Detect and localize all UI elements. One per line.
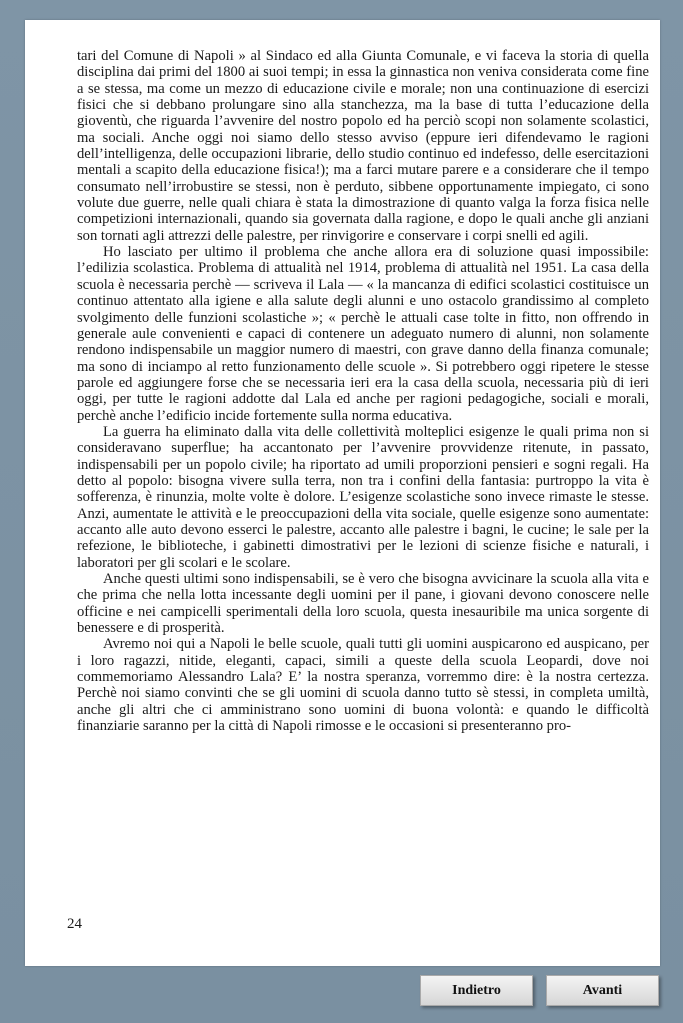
paragraph-2: Ho lasciato per ultimo il problema che anche allora era di soluzione quasi impossibile: l’edilizia scolastica. Problema di attualità nel 1914, problema di attualità nel 1951. La casa della scuola è necessaria perchè — scriveva il Lala — « la mancanza di edifici scolastici costituisce un continuo attentato alla igiene e alla salute degli alunni e uno ostacolo grandissimo al completo svolgimento delle funzioni scolastiche »; « perchè le attuali case tolte in fitto, non offrendo in generale aule convenienti e capaci di contenere un adeguato numero di alunni, non solamente rendono indispensabile un maggior numero di maestri, con grave danno della finanza comunale; ma sono di inciampo al retto funzionamento delle scuole ». Si potrebbero oggi ripetere le stesse parole ed aggiungere forse che se necessaria ieri era la casa della scuola, necessaria più di ieri oggi, per tutte le ragioni addotte dal Lala ed anche per ragioni pedagogiche, sociali e morali, perchè anche l’edificio incide fortemente sulla norma educativa. — [77, 244, 649, 424]
page-navigation — [420, 975, 658, 1007]
document-page — [25, 20, 660, 966]
page-number: 24 — [67, 916, 82, 932]
back-button[interactable]: Indietro — [420, 975, 533, 1006]
paragraph-4: Anche questi ultimi sono indispensabili, se è vero che bisogna avvicinare la scuola alla vita e che prima che nella lotta incessante degli uomini per il pane, i giovani devono conoscere nelle officine e nei campicelli sperimentali della loro scuola, questa inesauribile ma unica sorgente di benessere e di prosperità. — [77, 571, 649, 637]
page-text — [77, 48, 649, 734]
paragraph-3: La guerra ha eliminato dalla vita delle collettività molteplici esigenze le quali prima non si consideravano superflue; ha accantonato per l’avvenire provvidenze ritenute, in passato, indispensabili per un popolo civile; ha riportato ad umili proporzioni pensieri e sogni regali. Ha detto al popolo: bisogna vivere sulla terra, non tra i confini della fantasia: purtroppo la vita è sofferenza, è rinunzia, molte volte è dolore. L’esigenze scolastiche sono invece rimaste le stesse. Anzi, aumentate le attività e le preoccupazioni della vita sociale, quelle esigenze sono aumentate: accanto alle auto devono esserci le palestre, accanto alle palestre i bagni, le cucine; le sale per la refezione, le biblioteche, i gabinetti dimostrativi per le lezioni di scienze fisiche e naturali, i laboratori per gli scolari e le scolare. — [77, 423, 649, 571]
paragraph-1: tari del Comune di Napoli » al Sindaco ed alla Giunta Comunale, e vi faceva la storia di quella disciplina dai primi del 1800 ai suoi tempi; in essa la ginnastica non veniva considerata come fine a se stessa, ma come un mezzo di educazione civile e morale; non una continuazione di esercizi fisici che si debbano prolungare sino alla stanchezza, ma la base di tutta l’educazione della gioventù, che riguarda l’avvenire del nostro popolo ed ha perciò scopi non solamente scolastici, ma sociali. Anche oggi noi siamo dello stesso avviso (eppure ieri difendevamo le ragioni dell’intelligenza, delle occupazioni librarie, dello studio continuo ed indefesso, delle esercitazioni mentali a scapito della educazione fisica!); ma a farci mutare parere e a considerare che il tempo consumato nell’irrobustire se stessi, non è perduto, sibbene opportunamente impiegato, ci sono volute due guerre, nelle quali chiara è stata la dimostrazione di quanto valga la forza fisica nelle competizioni internazionali, quando sia governata dalla ragione, e dopo le quali anche gli anziani son tornati agli attrezzi delle palestre, per rinvigorire e conservare i corpi snelli ed agili. — [77, 48, 649, 244]
paragraph-5: Avremo noi qui a Napoli le belle scuole, quali tutti gli uomini auspicarono ed auspicano, per i loro ragazzi, nitide, eleganti, capaci, simili a queste della scuola Leopardi, dove noi commemoriamo Alessandro Lala? E’ la nostra speranza, vorremmo dire: è la nostra certezza. Perchè noi siamo convinti che se gli uomini di scuola danno tutto sè stessi, in completa umiltà, anche gli altri che ci amministrano sono uomini di buona volontà: e quando le difficoltà finanziarie saranno per la città di Napoli rimosse e le occasioni si presenteranno pro- — [77, 636, 649, 735]
next-button[interactable]: Avanti — [546, 975, 659, 1006]
